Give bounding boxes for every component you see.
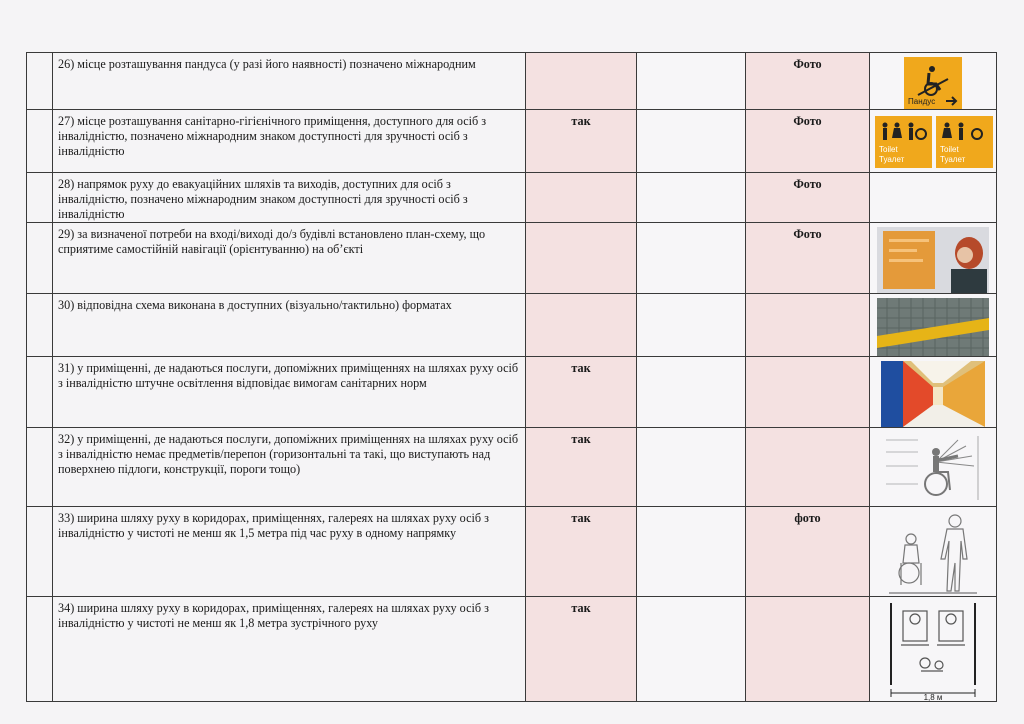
criterion-text: 30) відповідна схема виконана в доступних (візуально/тактильно) форматах	[53, 294, 526, 357]
criterion-text: 29) за визначеної потреби на вході/виході до/з будівлі встановлено план-схему, що сприятиме самостійній навігації (орієнтуванню) на об’єкті	[53, 223, 526, 294]
answer-cell	[526, 173, 637, 223]
criterion-text: 33) ширина шляху руху в коридорах, приміщеннях, галереях на шляхах руху осіб з інвалідністю у чистоті не менш як 1,5 метра під час руху в одному напрямку	[53, 507, 526, 597]
note-cell: Фото	[746, 110, 870, 173]
criterion-text: 28) напрямок руху до евакуаційних шляхів та виходів, доступних для осіб з інвалідністю, позначено міжнародним знаком доступності для зручності осіб з інвалідністю	[53, 173, 526, 223]
note-cell: Фото	[746, 173, 870, 223]
table-row	[27, 294, 997, 357]
criterion-text: 32) у приміщенні, де надаються послуги, допоміжних приміщеннях на шляхах руху осіб з інвалідністю немає предметів/перепон (горизонтальні та такі, що виступають над поверхнею підлоги, конструкції, пороги тощо)	[53, 428, 526, 507]
answer-cell: так	[526, 428, 637, 507]
table-row	[27, 597, 997, 702]
note-cell: Фото	[746, 53, 870, 110]
table-row	[27, 428, 997, 507]
note-cell: Фото	[746, 223, 870, 294]
tactile-plan-photo	[870, 223, 997, 294]
note-cell: фото	[746, 507, 870, 597]
table-row	[27, 173, 997, 223]
corridor-lighting-photo	[870, 357, 997, 428]
criterion-text: 26) місце розташування пандуса (у разі його наявності) позначено міжнародним	[53, 53, 526, 110]
answer-cell: так	[526, 110, 637, 173]
width-dimension-label: 1,8 м	[923, 693, 943, 701]
toilet-sign-label: Toilet	[940, 145, 959, 154]
answer-cell: так	[526, 357, 637, 428]
answer-cell	[526, 294, 637, 357]
answer-cell	[526, 223, 637, 294]
answer-cell: так	[526, 597, 637, 702]
table-row	[27, 53, 997, 110]
two-way-corridor-diagram	[870, 597, 997, 702]
table-row	[27, 357, 997, 428]
toilet-sign-label: Туалет	[879, 155, 905, 164]
table-row	[27, 507, 997, 597]
note-cell	[746, 357, 870, 428]
tactile-floor-photo	[870, 294, 997, 357]
toilet-sign-label: Туалет	[940, 155, 966, 164]
answer-cell	[526, 53, 637, 110]
criterion-text: 34) ширина шляху руху в коридорах, приміщеннях, галереях на шляхах руху осіб з інвалідністю у чистоті не менш як 1,8 метра зустрічного руху	[53, 597, 526, 702]
table-row	[27, 110, 997, 173]
corridor-width-diagram	[870, 507, 997, 597]
accessibility-checklist-table	[26, 52, 997, 702]
note-cell	[746, 294, 870, 357]
criterion-text: 27) місце розташування санітарно-гігієнічного приміщення, доступного для осіб з інвалідністю, позначено міжнародним знаком доступності для зручності осіб з інвалідністю	[53, 110, 526, 173]
toilet-sign-label: Toilet	[879, 145, 898, 154]
wheelchair-reach-diagram	[870, 428, 997, 507]
ramp-sign-image	[870, 53, 997, 110]
note-cell	[746, 428, 870, 507]
note-cell	[746, 597, 870, 702]
table-row	[27, 223, 997, 294]
toilet-signs-image	[870, 110, 997, 173]
ramp-sign-label: Пандус	[908, 97, 936, 106]
criterion-text: 31) у приміщенні, де надаються послуги, допоміжних приміщеннях на шляхах руху осіб з інвалідністю штучне освітлення відповідає вимогам санітарних норм	[53, 357, 526, 428]
answer-cell: так	[526, 507, 637, 597]
